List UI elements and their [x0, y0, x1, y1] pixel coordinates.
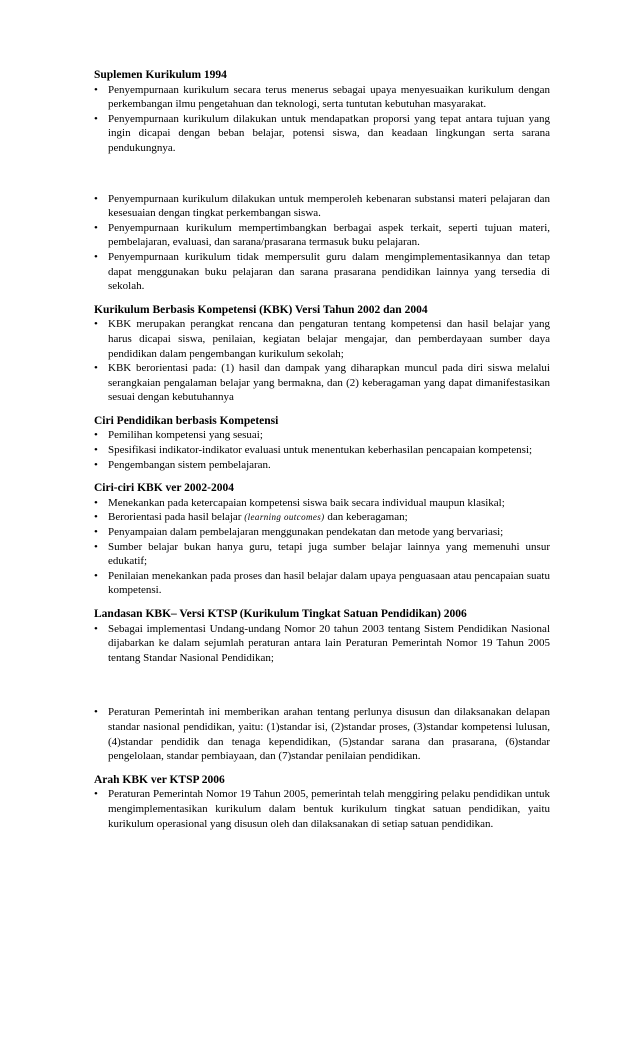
- bullet-marker: •: [94, 458, 98, 471]
- list-item-text: Pengembangan sistem pembelajaran.: [108, 458, 271, 471]
- list-item: [94, 496, 550, 511]
- section-heading-ciri-pendidikan: Ciri Pendidikan berbasis Kompetensi: [94, 414, 279, 427]
- list-item: [94, 525, 550, 540]
- list-item-text: Spesifikasi indikator-indikator evaluasi untuk menentukan keberhasilan pencapaian kompetensi;: [108, 444, 533, 457]
- list-item: [94, 540, 550, 569]
- bullet-marker: •: [94, 540, 98, 553]
- spacer: [94, 764, 550, 773]
- list-item-text: Penyempurnaan kurikulum mempertimbangkan berbagai aspek terkait, seperti tujuan materi, pembelajaran, evaluasi, dan sarana/prasarana termasuk buku pelajaran.: [108, 221, 550, 249]
- learning-outcomes-term: (learning outcomes): [244, 512, 325, 523]
- list-item-text: [108, 510, 550, 525]
- bullet-marker: •: [94, 221, 98, 234]
- section-heading-arah-ktsp: Arah KBK ver KTSP 2006: [94, 773, 225, 786]
- bullet-marker: •: [94, 444, 98, 457]
- list-item-text: Penyempurnaan kurikulum secara terus menerus sebagai upaya menyesuaikan kurikulum dengan perkembangan ilmu pengetahuan dan teknologi, serta tuntutan kebutuhan masyarakat.: [108, 83, 550, 111]
- list-item-text: Penyampaian dalam pembelajaran menggunakan pendekatan dan metode yang bervariasi;: [108, 526, 504, 539]
- list-item: [94, 192, 550, 221]
- list-item: [94, 428, 550, 443]
- list-item-text-part: Berorientasi pada hasil belajar: [108, 511, 245, 524]
- list-item: [94, 361, 550, 405]
- list-item-text: Pemilihan kompetensi yang sesuai;: [108, 429, 263, 442]
- spacer: [94, 665, 550, 705]
- bullet-marker: •: [94, 362, 98, 375]
- spacer: [94, 294, 550, 303]
- list-item: [94, 510, 550, 525]
- list-item: [94, 622, 550, 666]
- bullet-marker: •: [94, 496, 98, 509]
- list-item-text: Menekankan pada ketercapaian kompetensi siswa baik secara individual maupun klasikal;: [108, 496, 505, 509]
- list-item: [94, 705, 550, 763]
- list-item: [94, 317, 550, 361]
- bullet-marker: •: [94, 318, 98, 331]
- list-item: [94, 250, 550, 294]
- list-item: [94, 221, 550, 250]
- section-heading-suplemen-1994: Suplemen Kurikulum 1994: [94, 69, 227, 81]
- list-item-text: Penyempurnaan kurikulum dilakukan untuk mendapatkan proporsi yang tepat antara tujuan yang ingin dicapai dengan beban belajar, potensi siswa, dan keadaan lingkungan serta sarana pendukungnya.: [108, 112, 550, 154]
- bullet-marker: •: [94, 622, 98, 635]
- bullet-marker: •: [94, 788, 98, 801]
- bullet-marker: •: [94, 192, 98, 205]
- bullet-marker: •: [94, 511, 98, 524]
- list-item: [94, 787, 550, 831]
- list-item: [94, 569, 550, 598]
- list-item-text: Sumber belajar bukan hanya guru, tetapi juga sumber belajar lainnya yang memenuhi unsur edukatif;: [108, 540, 550, 568]
- list-item-text: Peraturan Pemerintah ini memberikan arahan tentang perlunya disusun dan dilaksanakan delapan standar nasional pendidikan, yaitu: (1)standar isi, (2)standar proses, (3)standar kompetensi lulusan, (4)standar pendidik dan tenaga kependidikan, (5)standar sarana dan prasarana, (6)standar pengelolaan, standar pembiayaan, dan (7)standar penilaian pendidikan.: [108, 706, 550, 763]
- section-heading-landasan-ktsp: Landasan KBK– Versi KTSP (Kurikulum Tingkat Satuan Pendidikan) 2006: [94, 608, 467, 620]
- list-item-text: Penilaian menekankan pada proses dan hasil belajar dalam upaya penguasaan atau pencapaian suatu kompetensi.: [108, 569, 550, 597]
- list-item-text: Peraturan Pemerintah Nomor 19 Tahun 2005, pemerintah telah menggiring pelaku pendidikan untuk mengimplementasikan kurikulum dalam bentuk kurikulum tingkat satuan pendidikan, yaitu kurikulum operasional yang disusun oleh dan dilaksanakan di setiap satuan pendidikan.: [108, 788, 550, 830]
- spacer: [94, 156, 550, 192]
- document-page: [94, 68, 550, 831]
- spacer: [94, 598, 550, 607]
- bullet-marker: •: [94, 706, 98, 719]
- section-heading-kbk-2002-2004: Kurikulum Berbasis Kompetensi (KBK) Versi Tahun 2002 dan 2004: [94, 303, 428, 316]
- list-item: [94, 112, 550, 156]
- spacer: [94, 472, 550, 481]
- bullet-marker: •: [94, 526, 98, 539]
- bullet-marker: •: [94, 112, 98, 125]
- list-item-text: Penyempurnaan kurikulum tidak mempersulit guru dalam mengimplementasikannya dan tetap dapat menggunakan buku pelajaran dan sarana prasarana pendidikan lainnya yang tersedia di sekolah.: [108, 250, 550, 293]
- spacer: [94, 405, 550, 414]
- section-heading-ciri-ciri-kbk: Ciri-ciri KBK ver 2002-2004: [94, 482, 234, 495]
- list-item: [94, 458, 550, 473]
- list-item-text: Penyempurnaan kurikulum dilakukan untuk memperoleh kebenaran substansi materi pelajaran dan kesesuaian dengan tingkat perkembangan siswa.: [108, 192, 550, 220]
- list-item: [94, 83, 550, 112]
- bullet-marker: •: [94, 250, 98, 263]
- list-item-text-part: dan keberagaman;: [324, 511, 408, 524]
- list-item-text: KBK merupakan perangkat rencana dan pengaturan tentang kompetensi dan hasil belajar yang harus dicapai siswa, penilaian, kegiatan belajar mengajar, dan pemberdayaan sumber daya pendidikan dalam pengembangan kurikulum sekolah;: [108, 318, 550, 360]
- list-item-text: KBK berorientasi pada: (1) hasil dan dampak yang diharapkan muncul pada diri siswa melalui serangkaian pengalaman belajar yang bermakna, dan (2) keberagaman yang dapat dimanifestasikan sesuai dengan kebutuhannya: [108, 362, 550, 404]
- bullet-marker: •: [94, 429, 98, 442]
- list-item-text: Sebagai implementasi Undang-undang Nomor 20 tahun 2003 tentang Sistem Pendidikan Nasional dijabarkan ke dalam sejumlah peraturan antara lain Peraturan Pemerintah Nomor 19 Tahun 2005 tentang Standar Nasional Pendidikan;: [108, 622, 550, 664]
- list-item: [94, 443, 550, 458]
- bullet-marker: •: [94, 83, 98, 96]
- bullet-marker: •: [94, 569, 98, 582]
